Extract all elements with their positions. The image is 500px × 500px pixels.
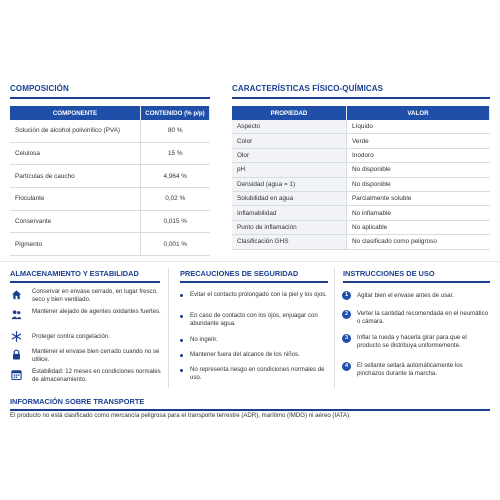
precauciones-item: En caso de contacto con los ojos, enjuagar con abundante agua. [190, 312, 318, 327]
calendar-icon [11, 369, 22, 380]
section-separator [0, 261, 500, 262]
table-cell: 4,964 % [141, 165, 210, 188]
table-cell: Conservante [10, 210, 141, 233]
instrucciones-title: INSTRUCCIONES DE USO [343, 269, 435, 278]
table-cell: 80 % [141, 120, 210, 142]
table-cell: Pigmento [10, 233, 141, 256]
instrucciones-item: El sellante sellará automáticamente los pinchazos durante la marcha. [357, 362, 463, 377]
table-cell: 0,001 % [141, 233, 210, 256]
table-row [232, 235, 490, 249]
people-icon [11, 309, 22, 320]
table-cell: No aplicable [347, 220, 490, 234]
almacenamiento-title: ALMACENAMIENTO Y ESTABILIDAD [10, 269, 139, 278]
almacenamiento-item: Mantener alejado de agentes oxidantes fuertes. [32, 308, 161, 315]
table-cell: 15 % [141, 142, 210, 165]
step-number-icon: 1 [342, 291, 351, 300]
table-cell: Olor [232, 148, 347, 162]
table-cell: Solución de alcohol polivinílico (PVA) [10, 120, 141, 142]
table-cell: No disponible [347, 163, 490, 177]
caracteristicas-title: CARACTERÍSTICAS FÍSICO-QUÍMICAS [232, 84, 384, 93]
composicion-header-contenido: CONTENIDO (% p/p) [141, 106, 210, 120]
table-cell: Punto de inflamación [232, 220, 347, 234]
almacenamiento-item: Mantener el envase bien cerrado cuando no se utilice. [32, 348, 160, 363]
table-cell: Verde [347, 134, 490, 148]
table-row [232, 134, 490, 148]
table-row [232, 206, 490, 220]
table-row [10, 233, 210, 256]
column-divider [334, 268, 335, 388]
step-number-icon: 2 [342, 310, 351, 319]
instrucciones-item: Verter la cantidad recomendada en el neumático o cámara. [357, 310, 489, 325]
lock-icon [11, 349, 22, 360]
table-cell: Floculante [10, 188, 141, 211]
table-row [232, 148, 490, 162]
caracteristicas-table [232, 106, 490, 250]
composicion-header-componente: COMPONENTE [10, 106, 141, 120]
transporte-title: INFORMACIÓN SOBRE TRANSPORTE [10, 397, 145, 406]
table-row [10, 120, 210, 142]
table-row [10, 188, 210, 211]
step-number-icon: 3 [342, 334, 351, 343]
table-cell: Inodoro [347, 148, 490, 162]
table-cell: pH [232, 163, 347, 177]
table-cell: Clasificación GHS [232, 235, 347, 249]
table-cell: Parcialmente soluble [347, 191, 490, 205]
table-cell: Solubilidad en agua [232, 191, 347, 205]
transporte-rule [10, 409, 490, 411]
bullet-icon [180, 369, 183, 372]
table-cell: Densidad (agua = 1) [232, 177, 347, 191]
table-cell: Inflamabilidad [232, 206, 347, 220]
table-cell: 0,02 % [141, 188, 210, 211]
table-row [232, 120, 490, 134]
transporte-text: El producto no está clasificado como mercancía peligrosa para el transporte terrestre (ADR), marítimo (IMDG) ni aéreo (IATA). [10, 412, 351, 419]
table-cell: Líquido [347, 120, 490, 134]
composicion-rule [10, 97, 210, 99]
bullet-icon [180, 339, 183, 342]
precauciones-item: No ingerir. [190, 336, 218, 343]
table-cell: Aspecto [232, 120, 347, 134]
almacenamiento-item: Proteger contra congelación. [32, 333, 110, 340]
almacenamiento-item: Estabilidad: 12 meses en condiciones normales de almacenamiento. [32, 368, 161, 383]
table-cell: Color [232, 134, 347, 148]
table-row [10, 165, 210, 188]
precauciones-item: Evitar el contacto prolongado con la piel y los ojos. [190, 291, 327, 298]
instrucciones-item: Agitar bien el envase antes de usar. [357, 292, 454, 299]
caracteristicas-header-propiedad: PROPIEDAD [232, 106, 347, 120]
caracteristicas-rule [232, 97, 490, 99]
bullet-icon [180, 315, 183, 318]
table-cell: Celulosa [10, 142, 141, 165]
precauciones-rule [180, 281, 328, 283]
instrucciones-item: Inflar la rueda y hacerla girar para que el producto se distribuya uniformemente. [357, 334, 467, 349]
table-cell: No disponible [347, 177, 490, 191]
snowflake-icon [11, 331, 22, 342]
step-number-icon: 4 [342, 362, 351, 371]
almacenamiento-item: Conservar en envase cerrado, en lugar fresco, seco y bien ventilado. [32, 288, 158, 303]
table-cell: No inflamable [347, 206, 490, 220]
table-cell: No clasificado como peligroso [347, 235, 490, 249]
instrucciones-rule [343, 281, 490, 283]
composicion-title: COMPOSICIÓN [10, 84, 69, 93]
table-row [10, 210, 210, 233]
table-row [232, 177, 490, 191]
table-row [232, 191, 490, 205]
caracteristicas-header-valor: VALOR [347, 106, 490, 120]
column-divider [168, 268, 169, 388]
bullet-icon [180, 354, 183, 357]
bullet-icon [180, 294, 183, 297]
precauciones-item: Mantener fuera del alcance de los niños. [190, 351, 300, 358]
table-cell: 0,015 % [141, 210, 210, 233]
house-icon [11, 289, 22, 300]
precauciones-title: PRECAUCIONES DE SEGURIDAD [180, 269, 299, 278]
composicion-table [10, 106, 210, 256]
table-cell: Partículas de caucho [10, 165, 141, 188]
table-row [10, 142, 210, 165]
table-row [232, 163, 490, 177]
precauciones-item: No representa riesgo en condiciones normales de uso. [190, 366, 325, 381]
almacenamiento-rule [10, 281, 160, 283]
table-row [232, 220, 490, 234]
